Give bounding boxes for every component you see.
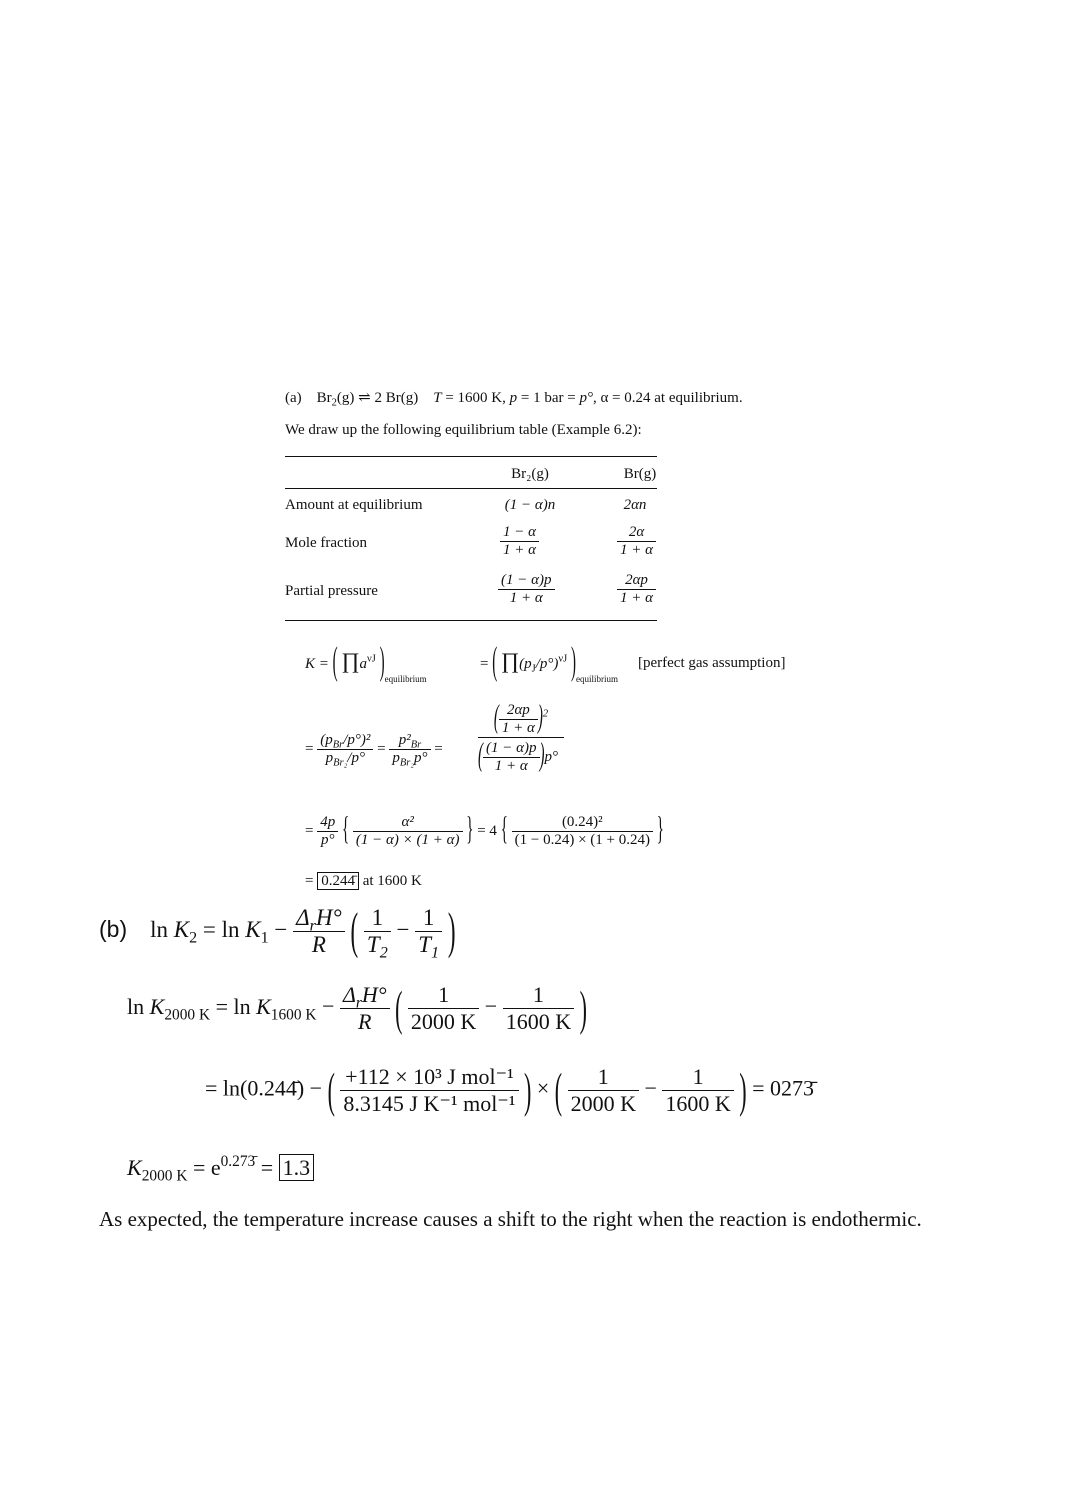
table-intro: We draw up the following equilibrium table (Example 6.2): [285,422,642,438]
equation-line-6: = ln(0.244̄) − ( $\frac{\text{+112 × 10³ J mol⁻¹}}{\text{8.3145 J K⁻¹ mol⁻¹}}$ ) × ( $\frac{1}{2000 K}$ − $\frac{1}{1600 K}$ ) = 0273̄ [205,1061,815,1117]
equation-k-definition: K = ( $\prod a^{\nu J}$ )$_{equilibrium}$ [305,642,427,685]
conclusion-text: As expected, the temperature increase causes a shift to the right when the reaction is endothermic. [99,1207,922,1231]
part-b-label: (b) [99,915,128,942]
table-header-br2: Br₂(g) [511,466,549,482]
table-cell-fraction: $\frac{1 - \alpha}{1 + \alpha}$ [500,524,539,559]
table-cell: (1 − α)n [504,497,556,513]
table-row-label: Mole fraction [285,535,368,551]
part-b-equation: (b) $\ln K_2 = \ln K_1$ − $\frac{\Delta_rH^\circ}{R}$ ( $\frac{1}{T_2}$ − $\frac{1}{T_1}$ ) [99,902,456,962]
part-a-label: (a) [285,390,302,406]
table-cell-fraction: $\frac{2\alpha}{1 + \alpha}$ [617,524,656,559]
table-header-rule [285,488,657,489]
nested-fraction: ( $\frac{2\alpha p}{1 + \alpha}$ )$^2$ ( $\frac{(1 - \alpha)p}{1 + \alpha}$ )p° [478,702,564,775]
perfect-gas-note: [perfect gas assumption] [638,655,786,671]
k-2000-result: 1.3 [279,1154,315,1181]
equilibrium-arrow-icon: ⇌ [358,390,371,406]
table-top-rule [285,456,657,457]
table-cell-fraction: $\frac{2\alpha p}{1 + \alpha}$ [617,572,656,607]
table-header-br: Br(g) [623,466,657,482]
equation-line-3: = $\frac{4p}{p^\circ}$ { $\frac{\text{α²}}{(1 - \alpha) \times (1 + \alpha)}$ } = 4 { $\frac{\text{(0.24)²}}{(1 - 0.24) \times (1 + 0.24)}$ } [305,812,664,848]
table-row-label: Partial pressure [285,583,378,599]
table-cell-fraction: $\frac{(1 - \alpha)p}{1 + \alpha}$ [498,572,555,607]
k-1600-result: 0.244̄ [317,872,359,890]
equation-line-4: = 0.244̄ at 1600 K [305,873,422,889]
table-row-label: Amount at equilibrium [285,497,423,513]
table-bottom-rule [285,620,657,621]
equation-line-2: = $\frac{(p_{Br}/p^\circ)^2}{p_{Br_2}/p^\circ}$ = $\frac{p^2_{Br}}{p_{Br_2}p^\circ}$ = [305,732,443,769]
equation-line-7: $K_{2000 K} = e^{0.273̄} = 1.3$ [127,1155,314,1181]
reactant: $Br_2(g)$ [316,390,355,409]
part-a-statement: (a) $Br_2(g)$ ⇌ 2 Br(g) T = 1600 K, p = 1 bar = p°, α = 0.24 at equilibrium. [285,390,743,409]
product: 2 Br(g) [374,390,419,406]
equation-line-5: $\ln K_{2000 K} = \ln K_{1600 K}$ − $\frac{\Delta_rH^\circ}{R}$ ( $\frac{1}{2000 K}$ − $\frac{1}{1600 K}$ ) [127,979,587,1035]
equation-k-pressure: = ( $\prod(p_J/p^\circ)^{\nu J}$ )$_{equilibrium}$ [480,642,618,685]
table-cell: 2αn [623,497,647,513]
